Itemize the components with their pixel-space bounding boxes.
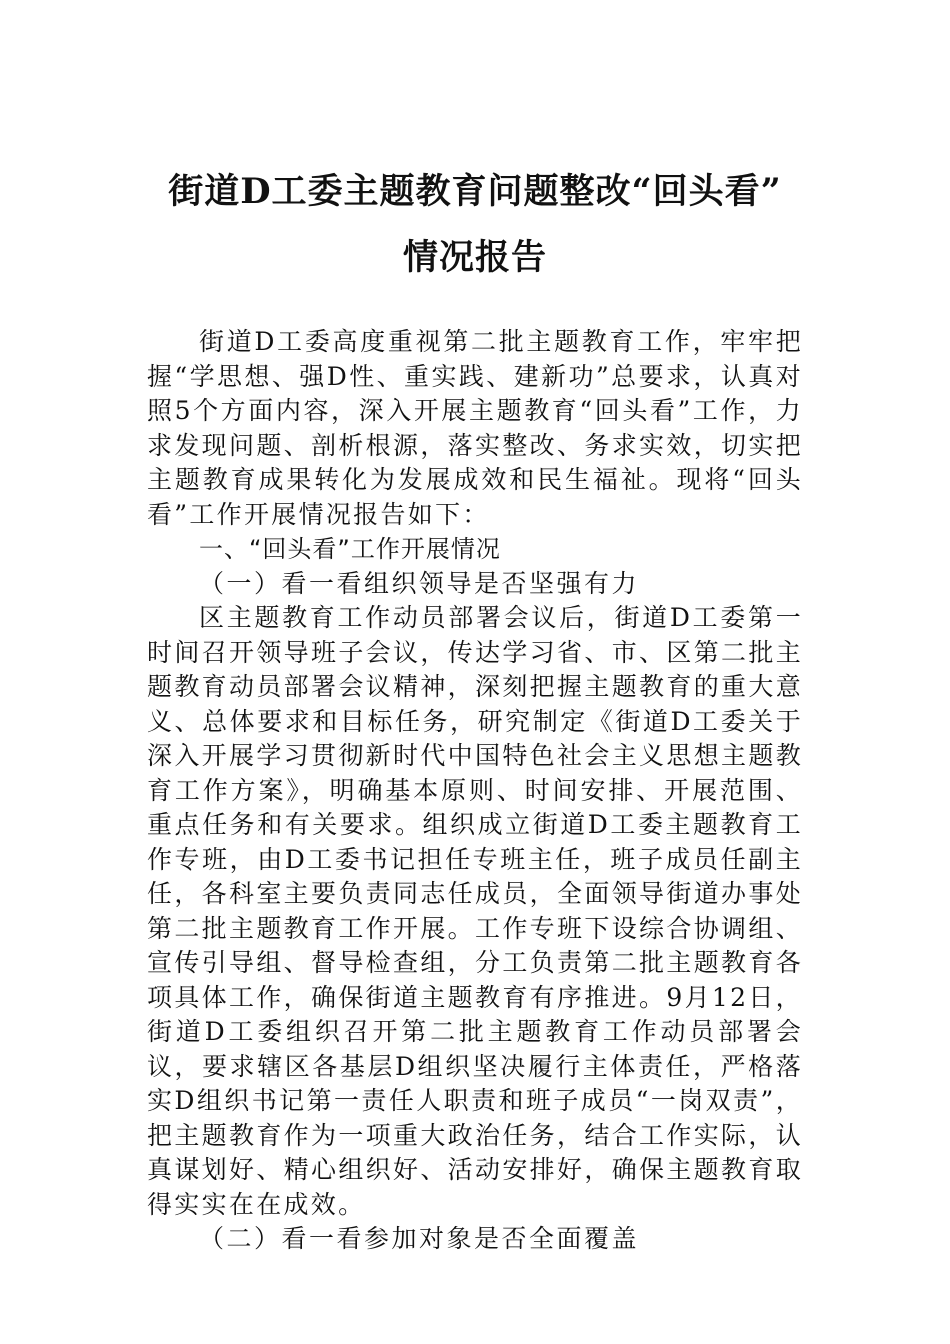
- section1-heading: 一、“回头看”工作开展情况: [199, 535, 501, 563]
- subsection2-heading: （二）看一看参加对象是否全面覆盖: [199, 1224, 640, 1253]
- document-body: [147, 325, 803, 1257]
- subsection1-body: 区主题教育工作动员部署会议后，街道D工委第一时间召开领导班子会议，传达学习省、市、区第二批主题教育动员部署会议精神，深刻把握主题教育的重大意义、总体要求和目标任务，研究制定《街道D工委关于深入开展学习贯彻新时代中国特色社会主义思想主题教育工作方案》，明确基本原则、时间安排、开展范围、重点任务和有关要求。组织成立街道D工委主题教育工作专班，由D工委书记担任专班主任，班子成员任副主任，各科室主要负责同志任成员，全面领导街道办事处第二批主题教育工作开展。工作专班下设综合协调组、宣传引导组、督导检查组，分工负责第二批主题教育各项具体工作，确保街道主题教育有序推进。9月12日，街道D工委组织召开第二批主题教育工作动员部署会议，要求辖区各基层D组织坚决履行主体责任，严格落实D组织书记第一责任人职责和班子成员“一岗双责”，把主题教育作为一项重大政治任务，结合工作实际，认真谋划好、精心组织好、活动安排好，确保主题教育取得实实在在成效。: [147, 603, 803, 1219]
- subsection1-heading: （一）看一看组织领导是否坚强有力: [199, 568, 640, 598]
- document-title-line2: 情况报告: [402, 237, 547, 278]
- intro-paragraph: 街道D工委高度重视第二批主题教育工作，牢牢把握“学思想、强D性、重实践、建新功”总要求，认真对照5个方面内容，深入开展主题教育“回头看”工作，力求发现问题、剖析根源，落实整改、务求实效，切实把主题教育成果转化为发展成效和民生福祉。现将“回头看”工作开展情况报告如下：: [147, 327, 803, 529]
- document-title-line1: 街道D工委主题教育问题整改“回头看”: [168, 171, 782, 212]
